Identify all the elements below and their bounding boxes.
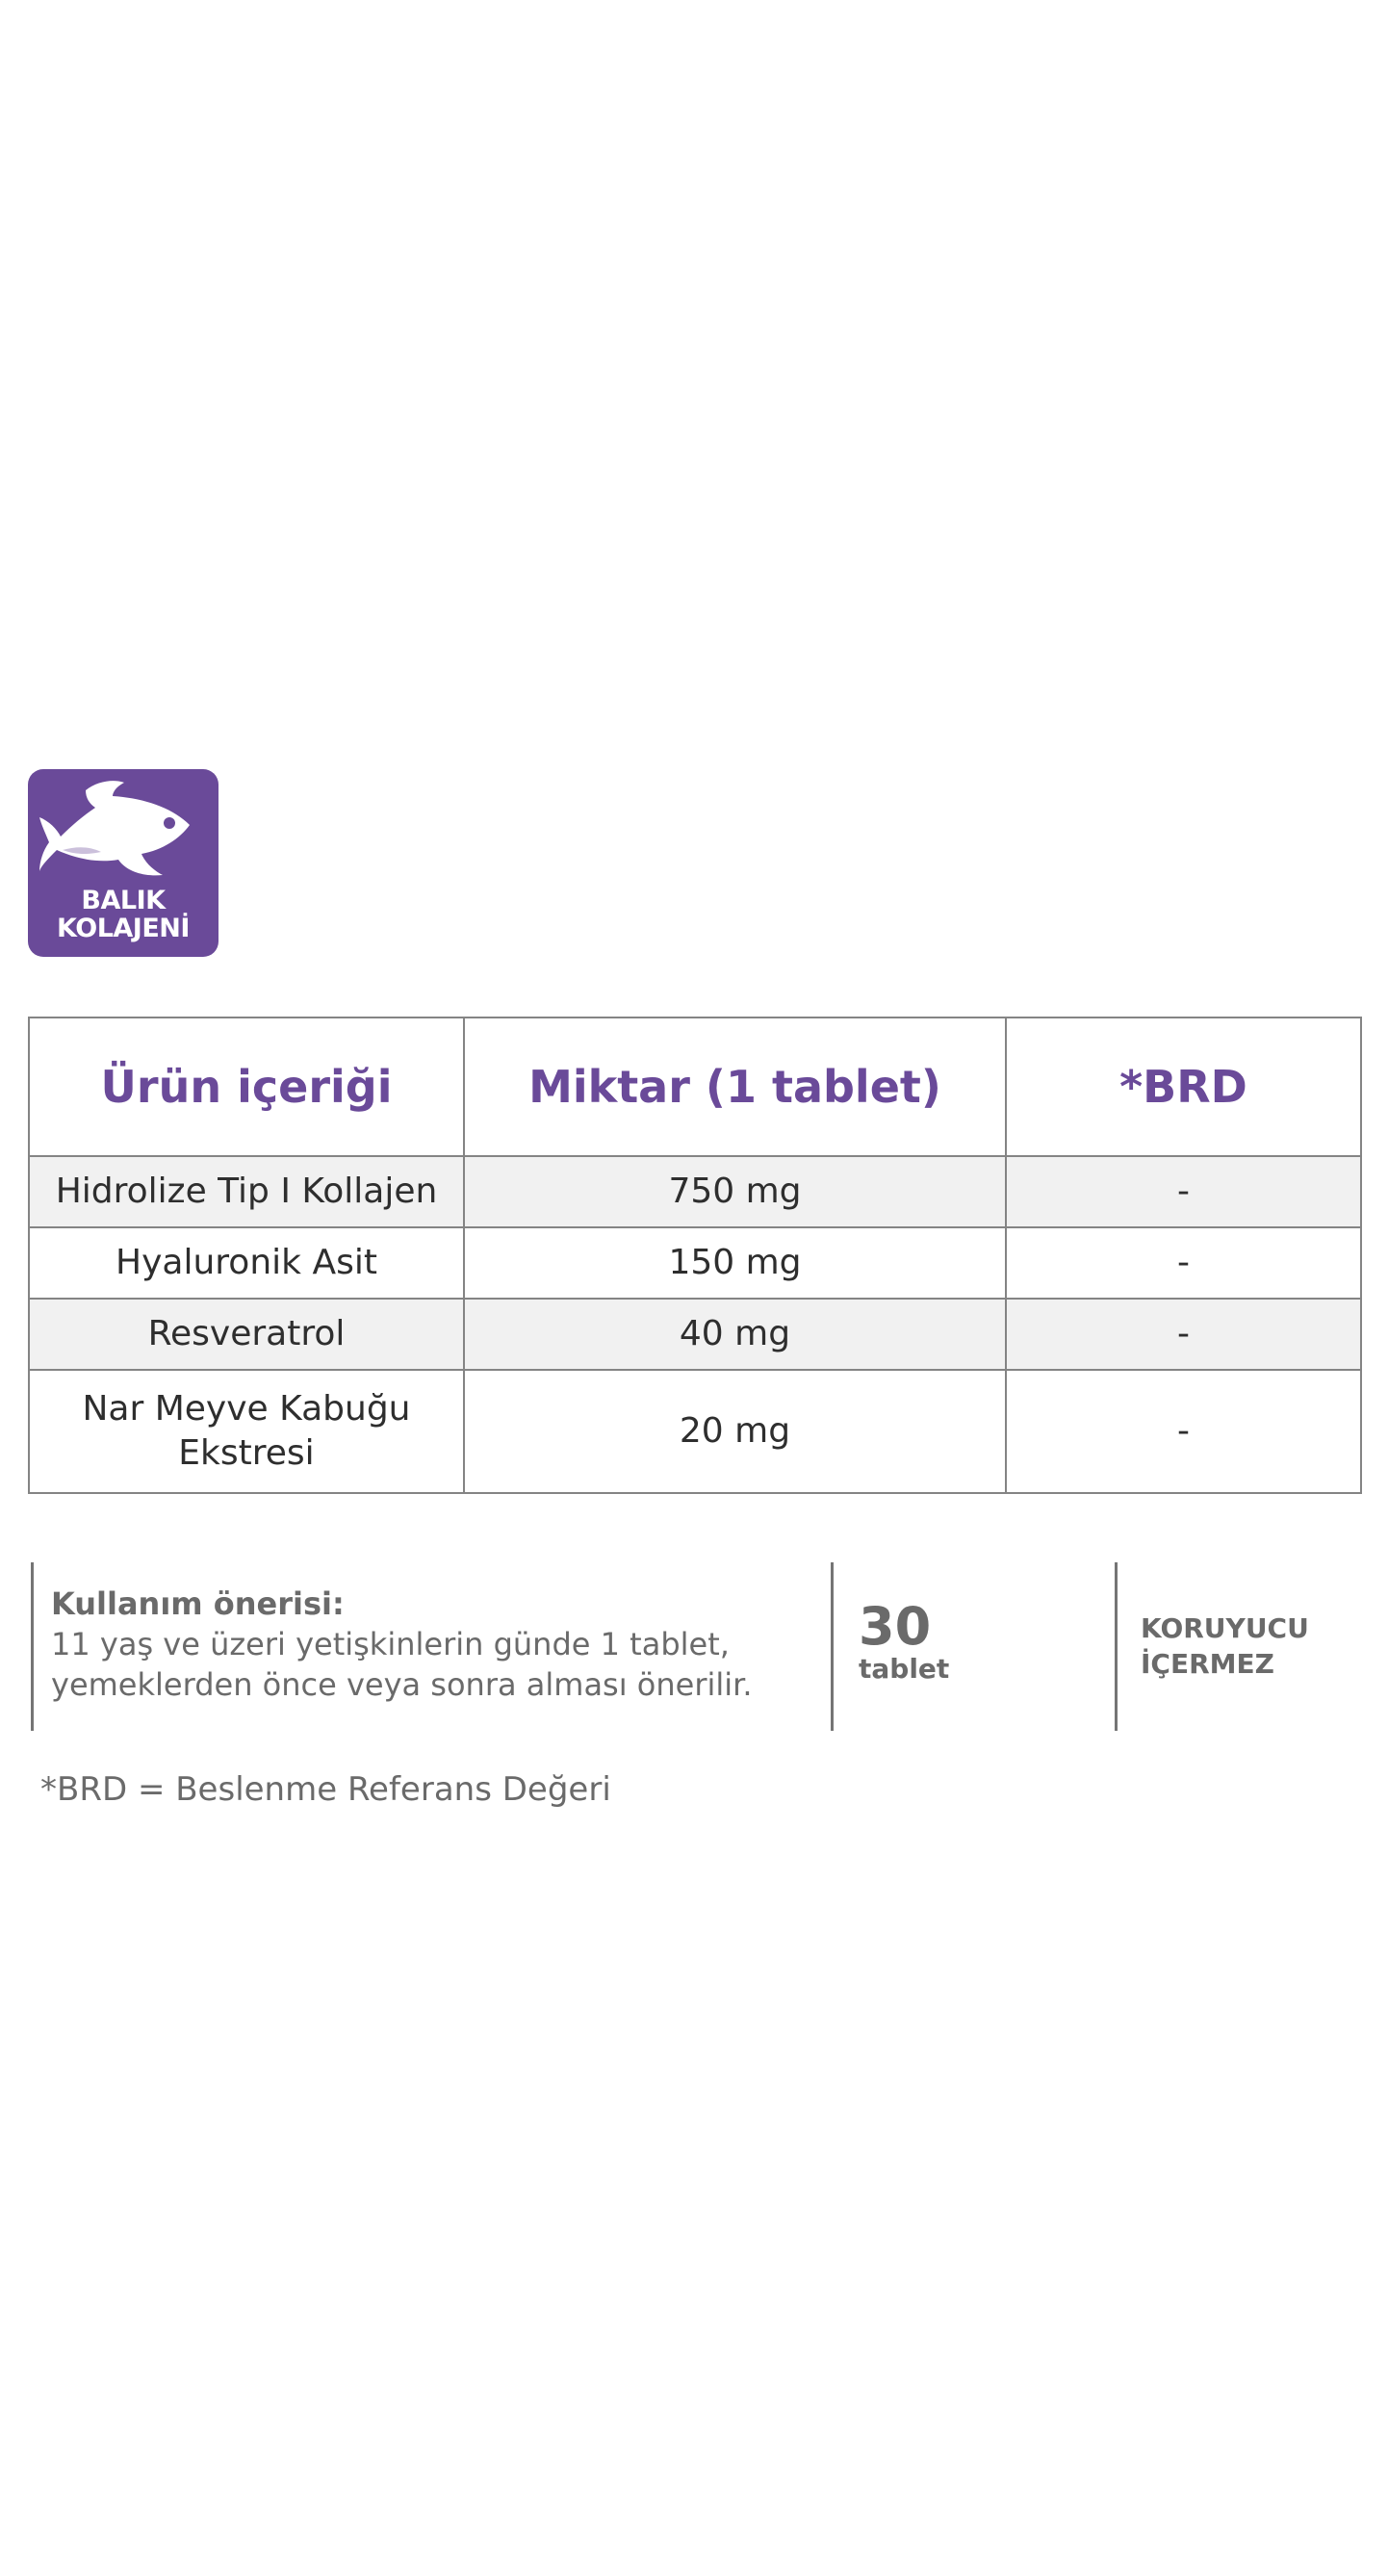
usage-recommendation — [51, 1584, 821, 1705]
ingredient-amount: 750 mg — [464, 1156, 1006, 1227]
tablet-unit: tablet — [859, 1653, 950, 1685]
preservative-free-label — [1141, 1610, 1362, 1682]
ingredient-name — [29, 1370, 464, 1493]
ingredient-brd: - — [1006, 1370, 1361, 1493]
ingredient-amount: 20 mg — [464, 1370, 1006, 1493]
ingredient-name: Hidrolize Tip I Kollajen — [29, 1156, 464, 1227]
ingredient-name: Hyaluronik Asit — [29, 1227, 464, 1299]
table-row — [29, 1370, 1361, 1493]
ingredient-amount: 150 mg — [464, 1227, 1006, 1299]
table-row — [29, 1156, 1361, 1227]
ingredient-brd: - — [1006, 1299, 1361, 1370]
table-row — [29, 1227, 1361, 1299]
usage-text: 11 yaş ve üzeri yetişkinlerin günde 1 tablet, yemeklerden önce veya sonra alması önerilir. — [51, 1626, 753, 1703]
table-header-row — [29, 1018, 1361, 1156]
tablet-count: 30 — [859, 1596, 932, 1657]
badge-line-1: BALIK — [81, 886, 166, 915]
usage-title: Kullanım önerisi: — [51, 1585, 345, 1622]
preservative-line-1: KORUYUCU — [1141, 1612, 1309, 1644]
ingredient-brd: - — [1006, 1227, 1361, 1299]
preservative-line-2: İÇERMEZ — [1141, 1648, 1274, 1680]
header-amount: Miktar (1 tablet) — [464, 1018, 1006, 1156]
divider — [31, 1562, 34, 1731]
ingredient-name-text: Nar Meyve Kabuğu Ekstresi — [82, 1389, 411, 1473]
header-ingredient: Ürün içeriği — [29, 1018, 464, 1156]
brd-footnote: *BRD = Beslenme Referans Değeri — [40, 1770, 611, 1809]
divider — [831, 1562, 834, 1731]
divider — [1115, 1562, 1118, 1731]
ingredients-table — [28, 1017, 1362, 1494]
ingredient-brd: - — [1006, 1156, 1361, 1227]
fish-collagen-badge — [28, 769, 218, 957]
table-row — [29, 1299, 1361, 1370]
ingredient-name: Resveratrol — [29, 1299, 464, 1370]
ingredient-amount: 40 mg — [464, 1299, 1006, 1370]
header-brd: *BRD — [1006, 1018, 1361, 1156]
badge-line-2: KOLAJENİ — [57, 914, 190, 943]
